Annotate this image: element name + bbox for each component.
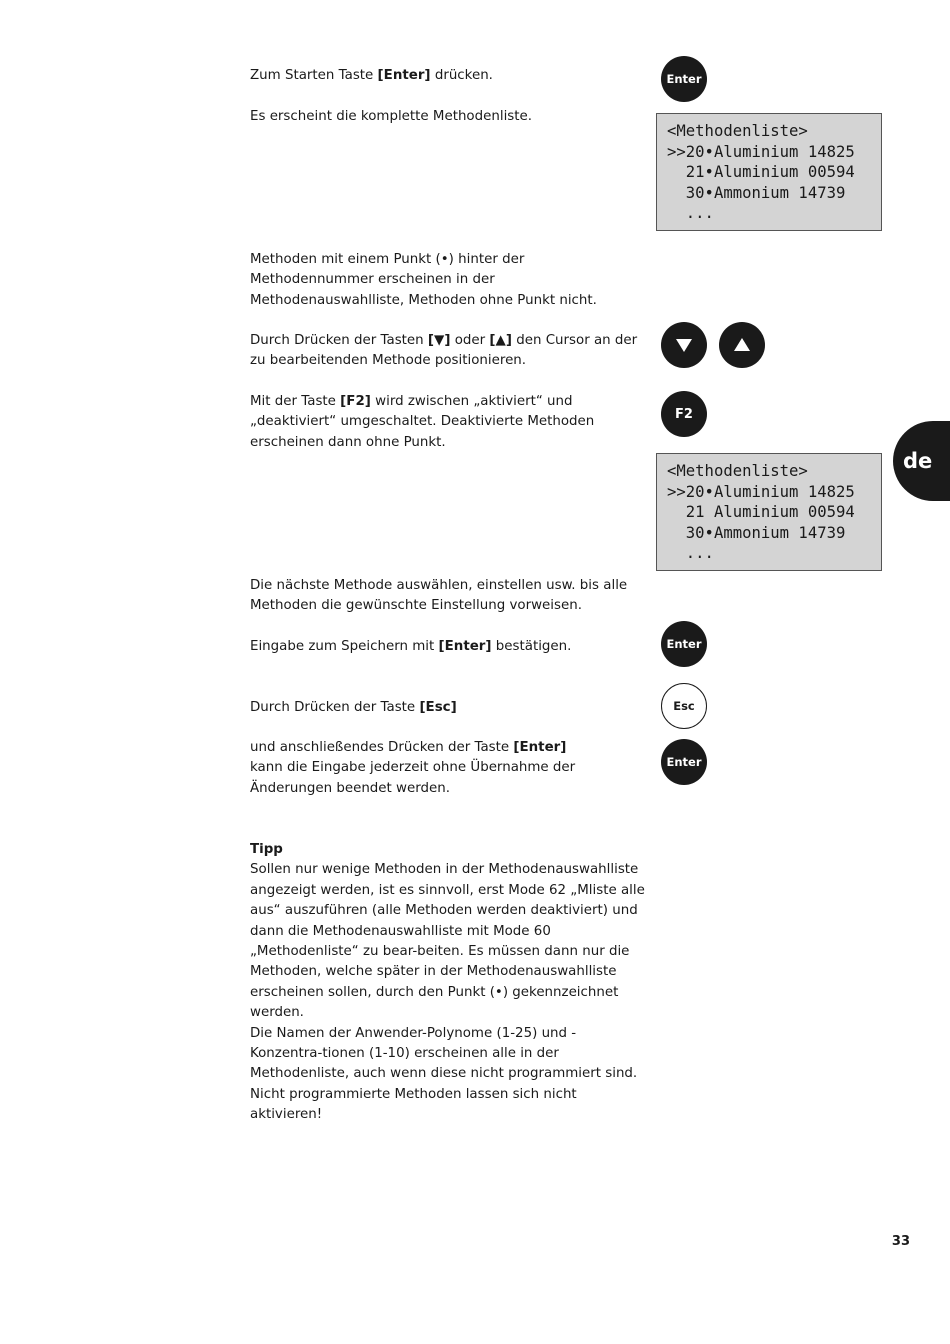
instruction-text: Durch Drücken der Taste: [250, 700, 420, 715]
lcd-line: 30•Ammonium 14739: [667, 183, 846, 202]
key-reference-f2: [F2]: [340, 394, 371, 409]
instruction-text: Zum Starten Taste: [250, 68, 378, 83]
instruction-start: [250, 66, 645, 86]
key-reference-enter: [Enter]: [377, 68, 431, 83]
tip-text: Sollen nur wenige Methoden in der Methodenauswahlliste angezeigt werden, ist es sinnvoll, erst Mode 62 „Mliste alle aus“ auszuführen (alle Methoden werden deaktiviert) und dann die Methodenauswahlliste mit Mode 60 „Methodenliste“ zu bear-beiten. Es müssen dann nur die Methoden, welche später in der Methodenauswahlliste erscheinen sollen, durch den Punkt (•) gekennzeichnet werden.: [250, 862, 645, 1021]
lcd-line: 21•Aluminium 00594: [667, 163, 855, 181]
tip-text: Die Namen der Anwender-Polynome (1-25) und -Konzentra-tionen (1-10) erscheinen alle in der Methodenliste, auch wenn diese nicht programmiert sind. Nicht programmierte Methoden lassen sich nicht aktivieren!: [250, 1025, 638, 1123]
instruction-method-list: Es erscheint die komplette Methodenliste.: [250, 109, 533, 124]
instruction-text: wird zwischen „aktiviert“ und „deaktiviert“ umgeschaltet. Deaktivierte Methoden erscheinen dann ohne Punkt.: [250, 394, 595, 450]
instruction-cancel: [250, 738, 645, 799]
instruction-toggle: [250, 392, 645, 453]
instruction-cursor: [250, 331, 645, 372]
key-reference-enter: [Enter]: [513, 740, 567, 755]
lcd-line: <Methodenliste>: [667, 122, 808, 140]
lcd-line: <Methodenliste>: [667, 462, 808, 480]
instruction-text: kann die Eingabe jederzeit ohne Übernahme der Änderungen beendet werden.: [250, 760, 576, 796]
tip-section: [250, 840, 645, 1126]
lcd-line: >>20•Aluminium 14825: [667, 482, 855, 501]
key-reference-down: [▼]: [427, 333, 451, 348]
instruction-text: drücken.: [430, 68, 493, 83]
lcd-line: ...: [667, 544, 714, 562]
enter-key: Enter: [661, 739, 707, 785]
instruction-esc: [250, 698, 645, 718]
key-reference-esc: [Esc]: [419, 700, 457, 715]
instruction-text: den Cursor an der zu bearbeitenden Methode positionieren.: [250, 333, 638, 369]
lcd-line: 21 Aluminium 00594: [667, 503, 855, 521]
triangle-down-icon: [675, 337, 693, 353]
instruction-text: bestätigen.: [491, 639, 572, 654]
up-arrow-key: [719, 322, 765, 368]
instruction-text: und anschließendes Drücken der Taste: [250, 740, 514, 755]
tip-heading: Tipp: [250, 842, 283, 857]
instruction-text: oder: [450, 333, 490, 348]
instruction-dot-meaning: Methoden mit einem Punkt (•) hinter der Methodennummer erscheinen in der Methodenauswahlliste, Methoden ohne Punkt nicht.: [250, 252, 597, 308]
triangle-up-icon: [733, 337, 751, 353]
lcd-line: ...: [667, 204, 714, 222]
key-reference-enter: [Enter]: [438, 639, 492, 654]
instruction-text: Durch Drücken der Tasten: [250, 333, 428, 348]
lcd-line: >>20•Aluminium 14825: [667, 142, 855, 161]
page-number: 33: [891, 1234, 910, 1249]
instruction-text: Mit der Taste: [250, 394, 341, 409]
lcd-display-method-list: [656, 113, 882, 231]
key-reference-up: [▲]: [489, 333, 512, 348]
instruction-next-method: Die nächste Methode auswählen, einstellen usw. bis alle Methoden die gewünschte Einstellung vorweisen.: [250, 578, 628, 614]
f2-key: F2: [661, 391, 707, 437]
esc-key: Esc: [661, 683, 707, 729]
language-tab: de: [893, 421, 950, 501]
instruction-save: [250, 637, 645, 657]
lcd-line: 30•Ammonium 14739: [667, 523, 846, 542]
enter-key: Enter: [661, 621, 707, 667]
enter-key: Enter: [661, 56, 707, 102]
lcd-display-method-list-deactivated: [656, 453, 882, 571]
instruction-text: Eingabe zum Speichern mit: [250, 639, 439, 654]
down-arrow-key: [661, 322, 707, 368]
